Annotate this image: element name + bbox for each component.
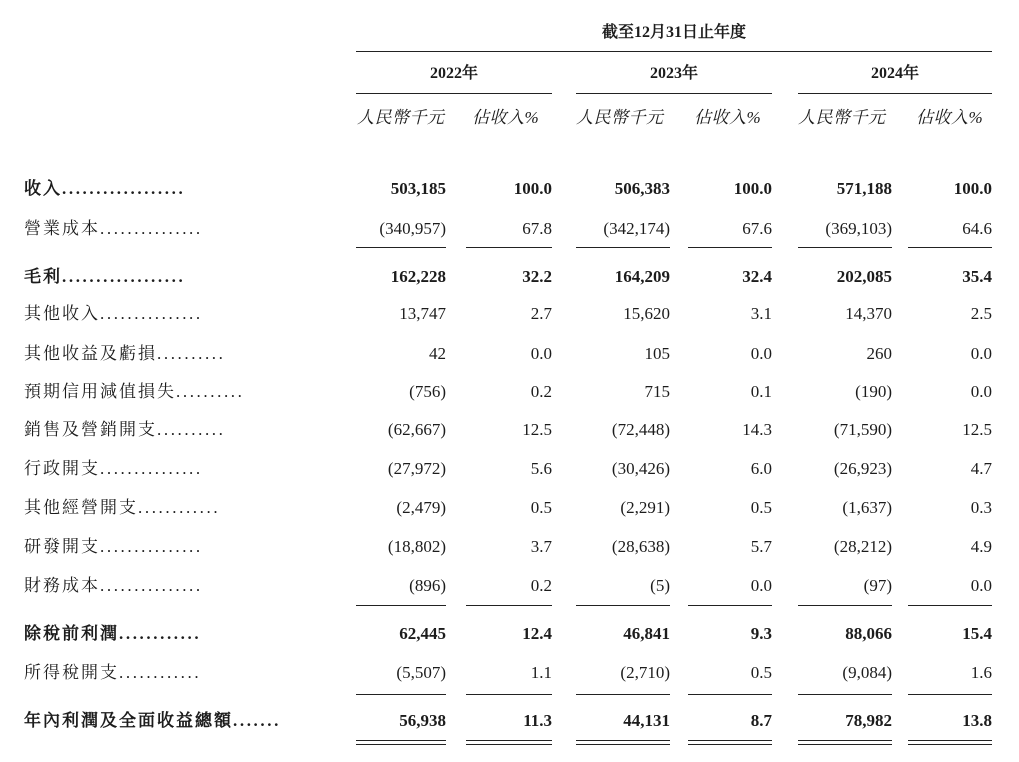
percent-cell: 32.4 [742, 267, 772, 286]
subtotal-rule [688, 694, 772, 695]
percent-cell: 0.5 [750, 498, 772, 517]
percent-cell: 14.3 [742, 420, 772, 439]
amount-cell: 42 [429, 344, 446, 363]
amount-cell: 105 [644, 344, 670, 363]
row-label [24, 577, 203, 594]
percent-cell: 100.0 [513, 179, 552, 198]
amount-cell: 571,188 [836, 179, 892, 198]
amount-cell: 503,185 [390, 179, 446, 198]
percent-cell: 3.1 [750, 304, 772, 323]
row-label-text: 年內利潤及全面收益總額 [24, 711, 233, 730]
total-double-rule [688, 744, 772, 745]
total-double-rule [688, 740, 772, 741]
total-double-rule [466, 740, 552, 741]
subtotal-rule [688, 247, 772, 248]
amount-cell: 62,445 [399, 624, 446, 643]
row-label [24, 625, 201, 642]
amount-cell: 13,747 [399, 304, 446, 323]
amount-cell: (30,426) [611, 459, 670, 478]
amount-cell: 88,066 [845, 624, 892, 643]
amount-cell: 202,085 [836, 267, 892, 286]
percent-cell: 5.7 [750, 537, 772, 556]
row-label [24, 460, 203, 477]
amount-cell: 715 [644, 382, 670, 401]
total-double-rule [908, 744, 992, 745]
year-2023: 2023年 [649, 65, 698, 82]
percent-cell: 12.5 [522, 420, 552, 439]
amount-cell: (26,923) [833, 459, 892, 478]
percent-cell: 2.5 [970, 304, 992, 323]
row-label [24, 268, 185, 285]
subtotal-rule [466, 247, 552, 248]
percent-cell: 0.5 [530, 498, 552, 517]
amount-cell: (71,590) [833, 420, 892, 439]
amount-cell: (72,448) [611, 420, 670, 439]
leader-dots: ............ [119, 624, 202, 643]
row-label-text: 其他收益及虧損 [24, 344, 157, 363]
amount-cell: (2,479) [396, 498, 446, 517]
amount-cell: 162,228 [390, 267, 446, 286]
row-label-text: 銷售及營銷開支 [24, 420, 157, 439]
subtotal-rule [798, 247, 892, 248]
row-label-text: 其他經營開支 [24, 498, 138, 517]
leader-dots: ............... [100, 576, 203, 595]
amount-cell: (896) [409, 576, 446, 595]
total-double-rule [466, 744, 552, 745]
row-label [24, 421, 226, 438]
leader-dots: .......... [157, 420, 226, 439]
row-label [24, 383, 245, 400]
percent-cell: 0.0 [530, 344, 552, 363]
amount-cell: (342,174) [603, 219, 670, 238]
year-rule-2023 [576, 93, 772, 94]
subtotal-rule [798, 605, 892, 606]
subtotal-rule [576, 694, 670, 695]
row-label-text: 研發開支 [24, 537, 100, 556]
subtotal-rule [908, 694, 992, 695]
row-label-text: 營業成本 [24, 219, 100, 238]
percent-cell: 35.4 [962, 267, 992, 286]
leader-dots: ............ [138, 498, 221, 517]
percent-cell: 100.0 [733, 179, 772, 198]
year-rule-2024 [798, 93, 992, 94]
row-label-text: 行政開支 [24, 459, 100, 478]
percent-cell: 0.0 [750, 576, 772, 595]
percent-cell: 3.7 [530, 537, 552, 556]
amount-cell: (9,084) [842, 663, 892, 682]
amount-cell: 14,370 [845, 304, 892, 323]
percent-cell: 4.7 [970, 459, 992, 478]
subtotal-rule [466, 694, 552, 695]
percent-cell: 1.6 [970, 663, 992, 682]
leader-dots: ............... [100, 537, 203, 556]
amount-cell: (1,637) [842, 498, 892, 517]
percent-cell: 12.5 [962, 420, 992, 439]
unit-pct-2024: 佔收入% [916, 108, 984, 127]
row-label [24, 180, 185, 197]
amount-cell: 15,620 [623, 304, 670, 323]
percent-cell: 5.6 [530, 459, 552, 478]
amount-cell: (340,957) [379, 219, 446, 238]
amount-cell: 56,938 [399, 711, 446, 730]
leader-dots: ....... [233, 711, 281, 730]
percent-cell: 100.0 [953, 179, 992, 198]
amount-cell: 506,383 [614, 179, 670, 198]
row-label-text: 收入 [24, 179, 62, 198]
amount-cell: (190) [855, 382, 892, 401]
percent-cell: 0.5 [750, 663, 772, 682]
unit-amount-2024: 人民幣千元 [798, 108, 886, 127]
row-label-text: 預期信用減值損失 [24, 382, 176, 401]
percent-cell: 0.0 [970, 576, 992, 595]
subtotal-rule [356, 605, 446, 606]
percent-cell: 12.4 [522, 624, 552, 643]
percent-cell: 0.0 [970, 344, 992, 363]
amount-cell: (369,103) [825, 219, 892, 238]
amount-cell: 164,209 [614, 267, 670, 286]
percent-cell: 0.2 [530, 576, 552, 595]
percent-cell: 6.0 [750, 459, 772, 478]
percent-cell: 4.9 [970, 537, 992, 556]
total-double-rule [356, 744, 446, 745]
row-label-text: 財務成本 [24, 576, 100, 595]
amount-cell: (27,972) [387, 459, 446, 478]
leader-dots: .................. [62, 179, 186, 198]
total-double-rule [576, 740, 670, 741]
unit-pct-2023: 佔收入% [694, 108, 762, 127]
row-label-text: 所得稅開支 [24, 663, 119, 682]
subtotal-rule [466, 605, 552, 606]
year-rule-2022 [356, 93, 552, 94]
subtotal-rule [356, 247, 446, 248]
amount-cell: (28,212) [833, 537, 892, 556]
percent-cell: 9.3 [750, 624, 772, 643]
row-label [24, 305, 203, 322]
row-label [24, 220, 203, 237]
leader-dots: .................. [62, 267, 186, 286]
total-double-rule [798, 744, 892, 745]
amount-cell: (2,710) [620, 663, 670, 682]
row-label [24, 712, 281, 729]
leader-dots: ............... [100, 304, 203, 323]
unit-pct-2022: 佔收入% [472, 108, 540, 127]
percent-cell: 64.6 [962, 219, 992, 238]
percent-cell: 67.8 [522, 219, 552, 238]
percent-cell: 0.0 [970, 382, 992, 401]
percent-cell: 0.2 [530, 382, 552, 401]
unit-amount-2022: 人民幣千元 [357, 108, 445, 127]
row-label [24, 664, 201, 681]
percent-cell: 1.1 [530, 663, 552, 682]
period-rule [356, 51, 992, 52]
row-label [24, 538, 203, 555]
percent-cell: 0.0 [750, 344, 772, 363]
leader-dots: ............... [100, 219, 203, 238]
year-2024: 2024年 [870, 65, 919, 82]
row-label-text: 毛利 [24, 267, 62, 286]
amount-cell: (97) [863, 576, 892, 595]
period-title: 截至12月31日止年度 [601, 24, 746, 41]
subtotal-rule [798, 694, 892, 695]
amount-cell: (28,638) [611, 537, 670, 556]
row-label [24, 345, 226, 362]
row-label-text: 除稅前利潤 [24, 624, 119, 643]
amount-cell: 46,841 [623, 624, 670, 643]
subtotal-rule [908, 605, 992, 606]
amount-cell: 260 [866, 344, 892, 363]
unit-amount-2023: 人民幣千元 [576, 108, 664, 127]
subtotal-rule [356, 694, 446, 695]
amount-cell: (18,802) [387, 537, 446, 556]
amount-cell: (5) [650, 576, 670, 595]
amount-cell: (2,291) [620, 498, 670, 517]
amount-cell: (756) [409, 382, 446, 401]
percent-cell: 0.1 [750, 382, 772, 401]
subtotal-rule [908, 247, 992, 248]
row-label-text: 其他收入 [24, 304, 100, 323]
percent-cell: 15.4 [962, 624, 992, 643]
leader-dots: ............ [119, 663, 202, 682]
amount-cell: 44,131 [623, 711, 670, 730]
amount-cell: (62,667) [387, 420, 446, 439]
row-label [24, 499, 220, 516]
percent-cell: 32.2 [522, 267, 552, 286]
leader-dots: .......... [176, 382, 245, 401]
subtotal-rule [576, 605, 670, 606]
total-double-rule [908, 740, 992, 741]
total-double-rule [356, 740, 446, 741]
percent-cell: 0.3 [970, 498, 992, 517]
year-2022: 2022年 [429, 65, 478, 82]
subtotal-rule [688, 605, 772, 606]
leader-dots: ............... [100, 459, 203, 478]
subtotal-rule [576, 247, 670, 248]
amount-cell: (5,507) [396, 663, 446, 682]
percent-cell: 11.3 [523, 711, 552, 730]
leader-dots: .......... [157, 344, 226, 363]
total-double-rule [576, 744, 670, 745]
percent-cell: 8.7 [750, 711, 772, 730]
percent-cell: 2.7 [530, 304, 552, 323]
percent-cell: 67.6 [742, 219, 772, 238]
amount-cell: 78,982 [845, 711, 892, 730]
total-double-rule [798, 740, 892, 741]
percent-cell: 13.8 [962, 711, 992, 730]
